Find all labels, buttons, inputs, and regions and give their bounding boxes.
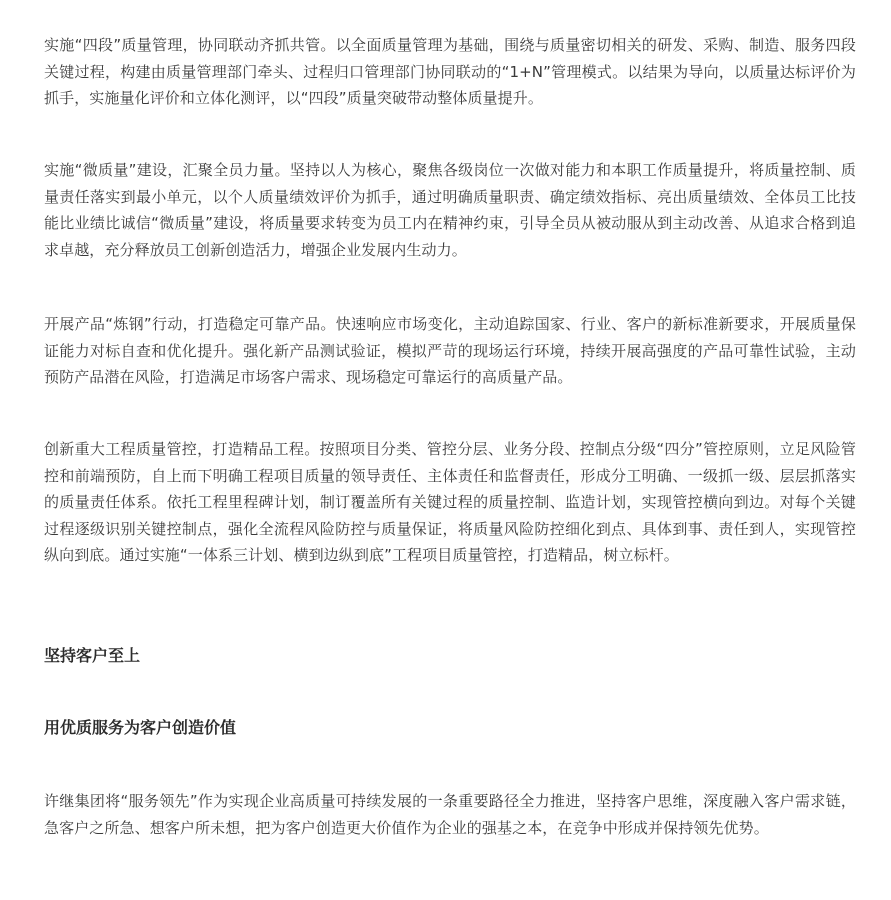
paragraph-service-leading: 许继集团将“服务领先”作为实现企业高质量可持续发展的一条重要路径全力推进，坚持客户思维，深度融入客户需求链，急客户之所急、想客户所未想，把为客户创造更大价值作为企业的强基之本，在竞争中形成并保持领先优势。 [44, 792, 856, 837]
sub-heading: 用优质服务为客户创造价值 [44, 718, 237, 737]
paragraph-four-stage-quality: 实施“四段”质量管理，协同联动齐抓共管。以全面质量管理为基础，围绕与质量密切相关的研发、采购、制造、服务四段关键过程，构建由质量管理部门牵头、过程归口管理部门协同联动的“1+N”管理模式。以结果为导向，以质量达标评价为抓手，实施量化评价和立体化测评，以“四段”质量突破带动整体质量提升。 [44, 36, 856, 107]
paragraph-product-steel: 开展产品“炼钢”行动，打造稳定可靠产品。快速响应市场变化，主动追踪国家、行业、客户的新标准新要求，开展质量保证能力对标自查和优化提升。强化新产品测试验证，模拟严苛的现场运行环境，持续开展高强度的产品可靠性试验，主动预防产品潜在风险，打造满足市场客户需求、现场稳定可靠运行的高质量产品。 [44, 315, 856, 386]
section-heading: 坚持客户至上 [44, 646, 141, 665]
paragraph-micro-quality: 实施“微质量”建设，汇聚全员力量。坚持以人为核心，聚焦各级岗位一次做对能力和本职工作质量提升，将质量控制、质量责任落实到最小单元，以个人质量绩效评价为抓手，通过明确质量职责、确定绩效指标、亮出质量绩效、全体员工比技能比业绩比诚信“微质量”建设，将质量要求转变为员工内在精神约束，引导全员从被动服从到主动改善、从追求合格到追求卓越，充分释放员工创新创造活力，增强企业发展内生动力。 [44, 161, 856, 259]
paragraph-engineering-control: 创新重大工程质量管控，打造精品工程。按照项目分类、管控分层、业务分段、控制点分级“四分”管控原则，立足风险管控和前端预防，自上而下明确工程项目质量的领导责任、主体责任和监督责任，形成分工明确、一级抓一级、层层抓落实的质量责任体系。依托工程里程碑计划，制订覆盖所有关键过程的质量控制、监造计划，实现管控横向到边。对每个关键过程逐级识别关键控制点，强化全流程风险防控与质量保证，将质量风险防控细化到点、具体到事、责任到人，实现管控纵向到底。通过实施“一体系三计划、横到边纵到底”工程项目质量管控，打造精品，树立标杆。 [44, 440, 856, 564]
